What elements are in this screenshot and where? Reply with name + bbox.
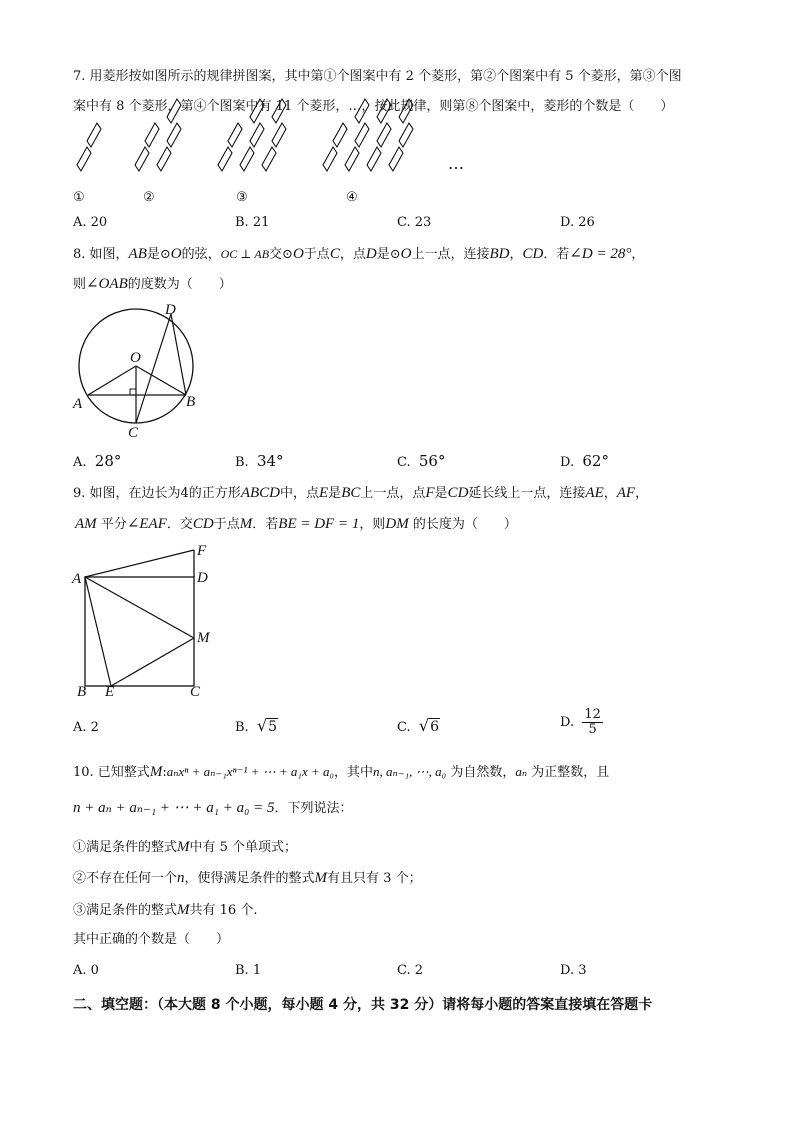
q10-statement-1: ①满足条件的整式M中有 5 个单项式； [73,839,298,855]
q7-figure-label-2: ② [143,190,155,205]
q10-option-b[interactable]: B. 1 [235,963,262,978]
rhombus-shape [377,99,391,123]
q10-option-c[interactable]: C. 2 [397,963,424,978]
q9-label-c: C [190,684,201,700]
q9-option-c[interactable]: C. √6 [397,716,440,735]
rhombus-shape [367,147,381,171]
rhombus-shape [355,123,369,147]
q10-question: 其中正确的个数是（ ） [73,932,230,947]
q9-label-m: M [197,630,210,646]
rhombus-shape [262,147,276,171]
q9-label-d: D [197,570,208,586]
q8-label-o: O [130,350,141,366]
q10-text-line2: n + aₙ + aₙ₋₁ + ⋯ + a₁ + a₀ = 5．下列说法： [73,800,353,816]
q10-statement-3: ③满足条件的整式M共有 16 个. [73,902,258,918]
rhombus-shape [399,99,413,123]
rhombus-shape [77,147,91,171]
rhombus-shape [167,123,181,147]
q7-option-b[interactable]: B. 21 [235,215,270,230]
rhombus-shape [135,147,149,171]
rhombus-shape [145,123,159,147]
rhombus-shape [272,99,286,123]
q10-statement-2: ②不存在任何一个n，使得满足条件的整式M有且只有 3 个； [73,870,422,886]
rhombus-shape [333,123,347,147]
q9-square-figure [70,540,230,700]
rhombus-shape [250,123,264,147]
q9-label-e: E [105,684,115,700]
q9-label-f: F [197,543,207,559]
q7-rhombus-pattern-figure [0,0,793,215]
q9-label-b: B [77,684,87,700]
q8-text-line2: 则∠OAB的度数为（ ） [73,276,232,292]
rhombus-shape [228,123,242,147]
q9-text-line2: AM 平分∠EAF．交CD于点M．若BE = DF = 1，则DM 的长度为（ ） [75,516,517,532]
q7-figure-label-1: ① [73,190,85,205]
rhombus-shape [167,99,181,123]
q7-option-a[interactable]: A. 20 [73,215,108,230]
q9-option-a[interactable]: A. 2 [73,720,99,735]
q8-option-d[interactable]: D. 62° [560,452,609,470]
q8-label-b: B [186,394,196,410]
q10-option-d[interactable]: D. 3 [560,963,587,978]
q10-text-line1: 10. 已知整式M:aₙxⁿ + aₙ₋₁xⁿ⁻¹ + ⋯ + a₁x + a₀，其中n, aₙ₋₁, ⋯, a₀ 为自然数，aₙ 为正整数，且 [73,764,610,780]
q9-label-a: A [72,571,82,587]
rhombus-shape [355,99,369,123]
section-2-heading: 二、填空题：（本大题 8 个小题，每小题 4 分，共 32 分）请将每小题的答案直接填在答题卡 [73,997,653,1013]
q7-figure-label-3: ③ [236,190,248,205]
q8-text-line1: 8. 如图，AB是⊙O的弦，OC ⊥ AB交⊙O于点C，点D是⊙O上一点，连接BD，CD．若∠D = 28°， [73,246,645,262]
q9-option-b[interactable]: B. √5 [235,716,278,735]
q7-option-d[interactable]: D. 26 [560,215,595,230]
q8-option-b[interactable]: B. 34° [235,452,284,470]
rhombus-shape [157,147,171,171]
q9-text-line1: 9. 如图，在边长为4的正方形ABCD中，点E是BC上一点，点F是CD延长线上一点，连接AE，AF， [73,485,649,501]
q8-label-a: A [73,396,83,412]
rhombus-shape [87,123,101,147]
rhombus-shape [389,147,403,171]
q7-option-c[interactable]: C. 23 [397,215,432,230]
q8-label-c: C [128,425,139,441]
q7-text-line2: 案中有 8 个菱形，第④个图案中有 11 个菱形，…，按此规律，则第⑧个图案中，菱形的个数是（ ） [73,99,674,114]
rhombus-shape [377,123,391,147]
q7-figure-label-4: ④ [346,190,358,205]
q8-circle-figure [70,300,230,445]
q9-option-d[interactable]: D. $\frac{12}{5}$ [560,707,601,737]
q8-option-a[interactable]: A. 28° [73,452,122,470]
rhombus-shape [240,147,254,171]
q10-option-a[interactable]: A. 0 [73,963,99,978]
q7-ellipsis: … [448,154,464,173]
rhombus-shape [250,99,264,123]
q7-text-line1: 7. 用菱形按如图所示的规律拼图案，其中第①个图案中有 2 个菱形，第②个图案中有 5 个菱形，第③个图 [73,69,682,84]
q8-label-d: D [165,302,176,318]
rhombus-shape [218,147,232,171]
rhombus-shape [345,147,359,171]
rhombus-shape [399,123,413,147]
rhombus-shape [272,123,286,147]
rhombus-shape [323,147,337,171]
q8-option-c[interactable]: C. 56° [397,452,446,470]
